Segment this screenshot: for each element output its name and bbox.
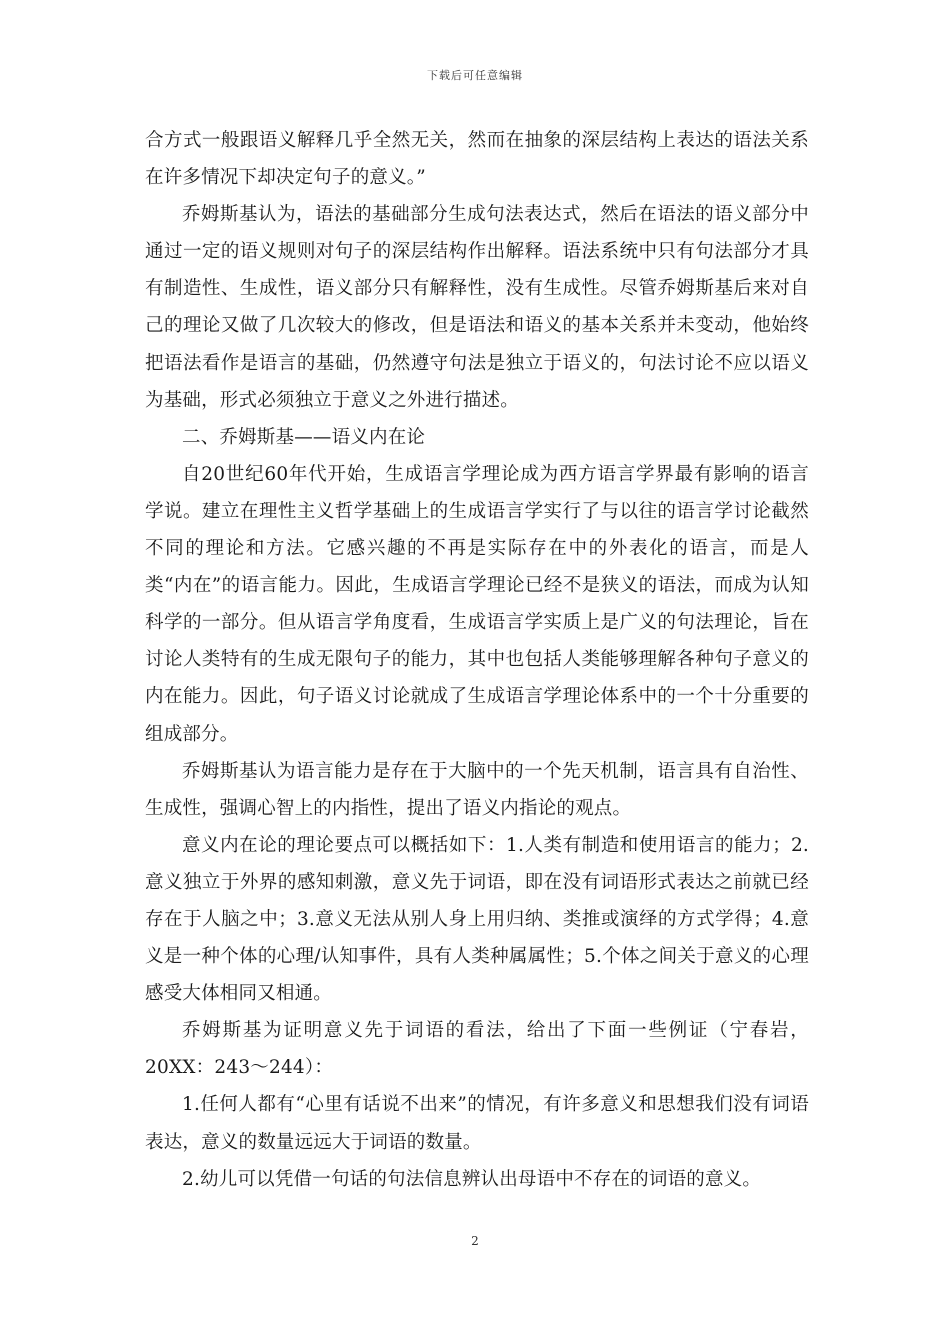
list-item: 1.任何人都有“心里有话说不出来”的情况，有许多意义和思想我们没有词语表达，意义的数量远远大于词语的数量。: [145, 1094, 809, 1153]
paragraph: 乔姆斯基为证明意义先于词语的看法，给出了下面一些例证（宁春岩，20XX：243～244）：: [145, 1020, 809, 1079]
body-text: [145, 122, 809, 1198]
paragraph-continuation: 合方式一般跟语义解释几乎全然无关，然而在抽象的深层结构上表达的语法关系在许多情况下却决定句子的意义。”: [145, 130, 809, 189]
list-item: 2.幼儿可以凭借一句话的句法信息辨认出母语中不存在的词语的意义。: [182, 1168, 762, 1190]
section-heading: 二、乔姆斯基——语义内在论: [182, 426, 426, 448]
page-header: 下载后可任意编辑: [427, 69, 523, 82]
paragraph: 乔姆斯基认为，语法的基础部分生成句法表达式，然后在语法的语义部分中通过一定的语义规则对句子的深层结构作出解释。语法系统中只有句法部分才具有制造性、生成性，语义部分只有解释性，没有生成性。尽管乔姆斯基后来对自己的理论又做了几次较大的修改，但是语法和语义的基本关系并未变动，他始终把语法看作是语言的基础，仍然遵守句法是独立于语义的，句法讨论不应以语义为基础，形式必须独立于意义之外进行描述。: [145, 204, 809, 411]
paragraph: 意义内在论的理论要点可以概括如下：1.人类有制造和使用语言的能力；2.意义独立于外界的感知刺激，意义先于词语，即在没有词语形式表达之前就已经存在于人脑之中；3.意义无法从别人身上用归纳、类推或演绎的方式学得；4.意义是一种个体的心理/认知事件，具有人类种属属性；5.个体之间关于意义的心理感受大体相同又相通。: [145, 834, 809, 1005]
page-number: 2: [471, 1234, 479, 1248]
paragraph: 自20世纪60年代开始，生成语言学理论成为西方语言学界最有影响的语言学说。建立在理性主义哲学基础上的生成语言学实行了与以往的语言学讨论截然不同的理论和方法。它感兴趣的不再是实际存在中的外表化的语言，而是人类“内在”的语言能力。因此，生成语言学理论已经不是狭义的语法，而成为认知科学的一部分。但从语言学角度看，生成语言学实质上是广义的句法理论，旨在讨论人类特有的生成无限句子的能力，其中也包括人类能够理解各种句子意义的内在能力。因此，句子语义讨论就成了生成语言学理论体系中的一个十分重要的组成部分。: [145, 463, 809, 745]
paragraph: 乔姆斯基认为语言能力是存在于大脑中的一个先天机制，语言具有自治性、生成性，强调心智上的内指性，提出了语义内指论的观点。: [145, 760, 809, 819]
